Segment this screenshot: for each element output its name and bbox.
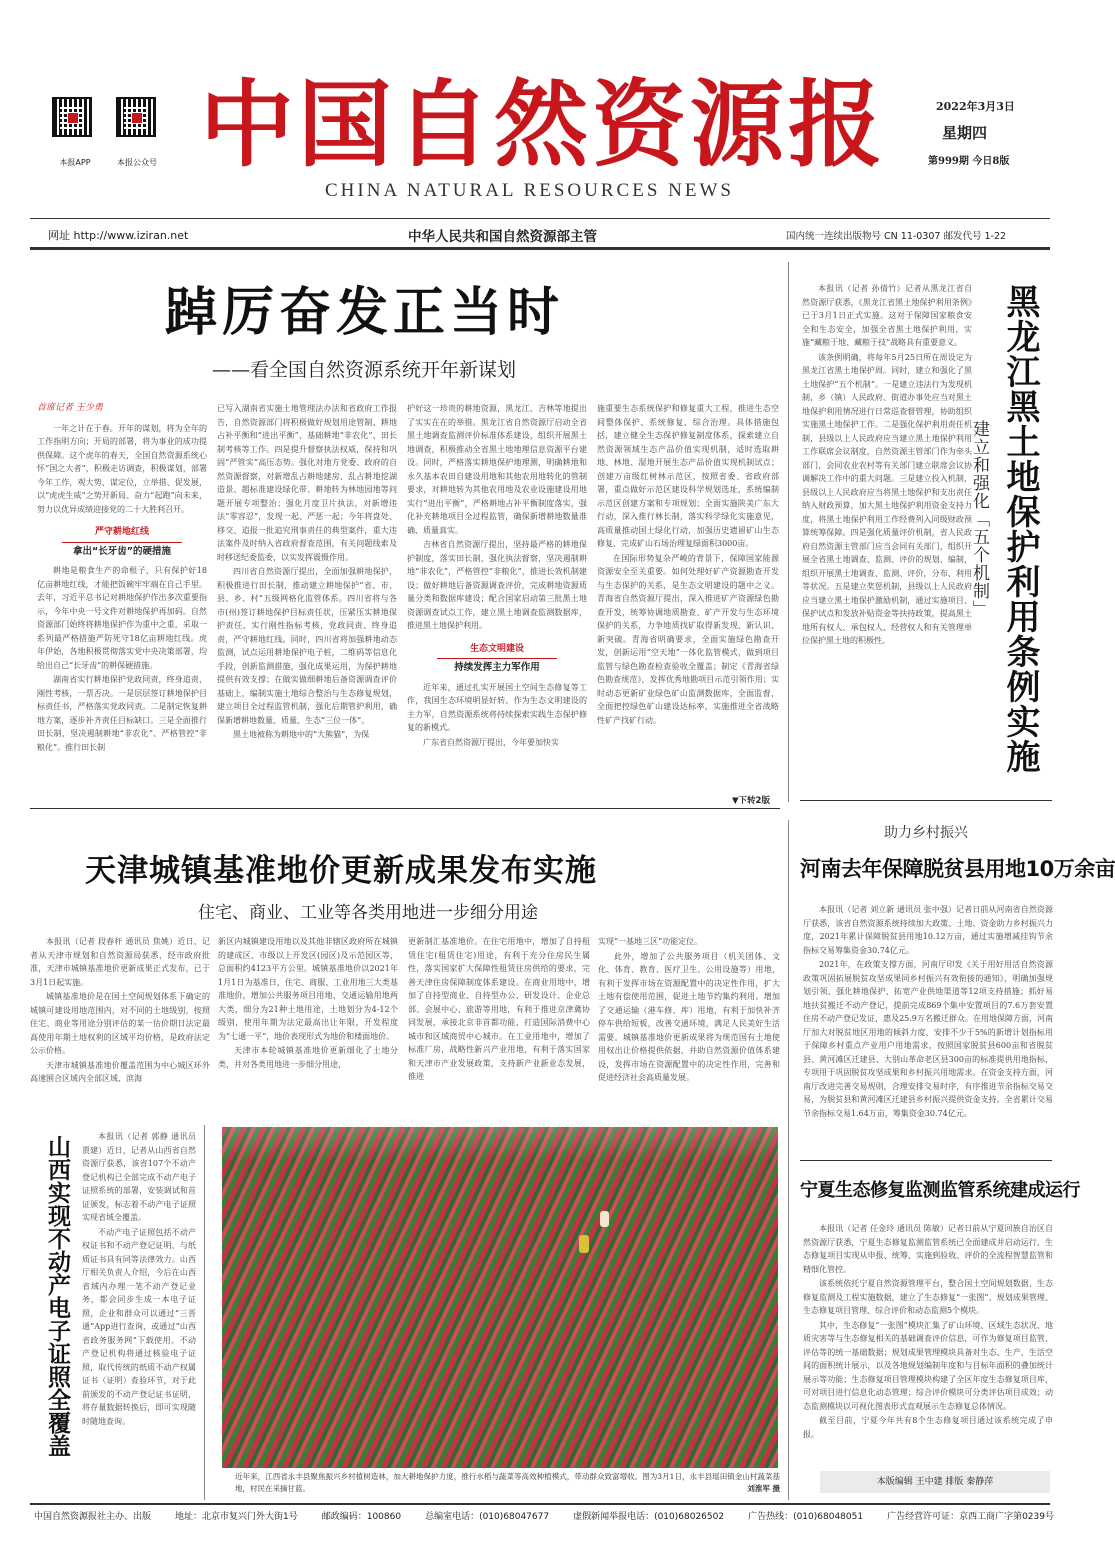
tianjin-column-2: 新区内城镇建设用地以及其他非辖区政府所在城镇的建成区、市级以上开发区(园区)及示范园区等，总面积约4123平方公里。城镇基准地价以2021年1月1日为基准日，住宅、商服、工业用地三大类基准地价，增加公共服务项目用地、交通运输用地两大类，细分为21种土地用途，土地划分为4-12个级别，使用年期为法定最高出让年限，开发程度为“七通一平”，地价表现形式为地价和楼面地价。 天津市本轮城镇基准地价更新细化了土地分类，并对各类用地进一步细分用途，	[218, 937, 398, 1069]
henan-kicker: 助力乡村振兴	[884, 825, 968, 841]
qr-code-account-icon	[116, 97, 156, 137]
lead-subhead-label-2: 生态文明建设	[469, 643, 524, 654]
shanxi-headline: 山西实现不动产电子证照全覆盖	[44, 1135, 70, 1457]
tianjin-column-3: 更新制汇基准地价。在住宅用地中，增加了自持租赁住宅(租赁住宅)用途，有利于充分住房民生属性，落实国家扩大保障性租赁住房供给的要求，完善天津住房保障制度体系建设。在商业用地中，增加了自持型商业、自持型办公、研发设计、企业总部、会展中心、旅游等用地，有利于推进京津冀协同发展，承接北京非首都功能、打造国际消费中心城市和区域商贸中心城市。在工业用地中，增加了标准厂房，战略性新兴产业用地，有利于落实国家和天津市产业发展政策，支持新产业新业态发展，推进	[408, 937, 590, 1081]
henan-headline: 河南去年保障脱贫县用地10万余亩	[800, 857, 1115, 881]
shanxi-body: 本报讯（记者 郭静 通讯员 贾建）近日，记者从山西省自然资源厅获悉，该省107个不动产登记机构已全部完成不动产电子证照系统的部署，安装调试和首证颁发，标志着不动产电子证照实现省域全覆盖。 不动产电子证照包括不动产权证书和不动产登记证明，与纸质证书具有同等法律效力。山西厅相关负责人介绍，今后在山西省域内办理一笔不动产登记业务，都会同步生成一本电子证照，企业和群众可以通过“三晋通”App进行查询，或通过“山西省政务服务网”下载使用。不动产登记机构将通过核验电子证照，取代传统的纸质不动产权属证书（证明）查验环节，对于此前颁发的不动产登记证书证明，将存量数据转换后，即可实现随时随地查询。	[82, 1132, 196, 1426]
footer-ad-license: 广告经营许可证：京西工商广字第0239号	[887, 1512, 1054, 1522]
jump-to-page-2[interactable]: ▼下转2版	[732, 796, 770, 806]
lead-subtitle: ——看全国自然资源系统开年新谋划	[212, 359, 517, 381]
tianjin-headline: 天津城镇基准地价更新成果发布实施	[85, 853, 597, 889]
qr-code-app-icon	[52, 97, 92, 137]
footer-ad-phone: 广告热线：(010)68048051	[748, 1512, 864, 1522]
henan-body: 本报讯（记者 刘立新 通讯员 张中强）记者日前从河南省自然资源厅获悉，该省自然资源系统持续加大政策、土地、资金助力乡村振兴力度，2021年累计保障脱贫县用地10.12万亩，通过实施增减挂钩节余指标交易筹集资金30.74亿元。 2021年，在政策支撑方面，河南厅印发《关于用好用活自然资源政策巩固拓展脱贫攻坚成果同乡村振兴有效衔接的通知》，明确加强规划引领、强化耕地保护、拓宽产业供地渠道等12项支持措施；抓好易地扶贫搬迁不动产登记，提前完成869个集中安置项目的7.6万套安置住房不动产登记发证，惠及25.9万名搬迁群众。在用地保障方面，河南厅加大对脱贫地区用地的倾斜力度，安排不少于5%的新增计划指标用于保障乡村重点产业用户用地需求，按照国家脱贫县600亩和省脱贫县、黄河滩区迁建县、大别山革命老区县300亩的标准提供用地指标，专项用于巩固脱贫攻坚成果和乡村振兴用地需求。在资金支持方面，河南厅改进完善交易规则，合理安排交易时序，有序推进节余指标交易交易，为脱贫县和黄河滩区迁建县乡村振兴提供资金支持。全省累计交易节余指标交易1.64万亩，筹集资金30.74亿元。	[803, 905, 1053, 1118]
heilongjiang-subtitle: 建立和强化「五个机制」	[969, 420, 989, 618]
photo-credit: 刘淮军 摄	[747, 1484, 780, 1493]
masthead-english: CHINA NATURAL RESOURCES NEWS	[325, 180, 734, 201]
footer-address: 地址：北京市复兴门外大街1号	[175, 1512, 298, 1522]
qr-app-label: 本报APP	[59, 158, 91, 167]
footer-editor-phone: 总编室电话：(010)68047677	[425, 1512, 550, 1522]
footer-publisher: 中国自然资源报社主办、出版	[34, 1512, 152, 1522]
farmer-figure-icon	[579, 1235, 589, 1253]
issue-number: 第999期 今日8版	[928, 156, 1010, 167]
lead-subhead-label-1: 严守耕地红线	[94, 527, 149, 537]
masthead-title: 中国自然资源报	[200, 70, 887, 180]
farm-photo	[222, 1127, 778, 1468]
heilongjiang-body: 本报讯（记者 孙倩竹）记者从黑龙江省自然资源厅获悉，《黑龙江省黑土地保护利用条例》已于3月1日正式实施。这对于保障国家粮食安全和生态安全，加强全省黑土地保护利用，实施“藏粮于地、藏粮于技”战略具有重要意义。 该条例明确，将每年5月25日所在周设定为黑龙江省黑土地保护周。同时，建立和强化了黑土地保护“五个机制”。一是建立违法行为发现机制，乡（镇）人民政府、街道办事处应当对黑土地保护利用情况进行日常巡查督管理，协助组织实施黑土地保护工作。二是强化保护利用责任机制，县级以上人民政府应当建立黑土地保护利用工作联席会议制度，自然资源主管部门作为牵头部门，会同农业农村等有关部门建立联席会议协调解决工作中的重大问题。三是建立投入机制，县级以上人民政府应当将黑土地保护和支出责任纳入财政预算，加大黑土地保护利用资金支持力度，将黑土地保护利用工作经费列入同级财政预算统筹保障。四是强化质量评价机制，省人民政府自然资源主管部门应当会同有关部门，组织开展全省黑土地调查、监测、评价的规划、编制，组织开展黑土地调查、监测、评价，分布、利用等状况。五是建立奖惩机制，县级以上人民政府应当建立黑土地保护激励机制，通过实施项目、保护试点和发放补贴资金等扶持政策，提高黑土地所有权人、承包权人、经营权人和有关管理单位保护黑土地的积极性。	[802, 284, 972, 645]
lead-column-3: 护好这一珍贵的耕地资源，黑龙江、吉林等地提出了实实在在的举措。黑龙江省自然资源厅启动全省黑土地调查监测评价标准体系建设，组织开展黑土地调查，积极推动全省黑土地地理信息资源平台建设。同时，严格落实耕地保护地理测，明确耕地和永久基本农田自建设用地和其他农用地转化的管制要求，对耕地转为其他农用地及农业设施建设用地实行“进出平衡”，严格耕地占补平衡制度落实，强化补充耕地项目全过程监管，确保新增耕地数量准确、质量真实。 吉林省自然资源厅提出，坚持最严格的耕地保护制度，落实田长制，强化执法督察，坚决遏制耕地“非农化”，严格管控“非粮化”，推进长效机制建设；做好耕地后备资源调查评价，完成耕地资源质量分类和数据库建设；配合国家启动第三批黑土地资源调查试点工作，建立黑土地调查监测数据库，推进黑土地保护利用。 生态文明建设 持续发挥主力军作用 近年来，通过扎实开展国土空间生态修复等工作，我国生态环境明显好转。作为生态文明建设的主力军，自然资源系统将持续探索实践生态保护修复的新模式。 广东省自然资源厅提出，今年要加快实	[407, 404, 587, 747]
tianjin-subtitle: 住宅、商业、工业等各类用地进一步细分用途	[198, 903, 538, 923]
heilongjiang-headline: 黑龙江黑土地保护利用条例实施	[1000, 284, 1040, 774]
website[interactable]: 网址 http://www.iziran.net	[48, 229, 189, 242]
qr-account-label: 本报公众号	[117, 158, 157, 167]
lead-column-1: 首席记者 王少勇 一年之计在于春。开年的谋划，将为全年的工作指明方向；开局的部署，将为事业的成功提供保障。这个虎年的春天，全国自然资源系统心怀“国之大者”，积极走访调查，积极谋划，部署今年工作，观大势、谋定位，立举措、促发展，以“虎虎生威”之势开新局、奋力“起跑”向未来，努力以优异成绩迎接党的二十大胜利召开。 严守耕地红线 拿出“长牙齿”的硬措施 耕地是粮食生产的命根子，只有保护好18亿亩耕地红线，才能把饭碗牢牢端在自己手里。去年，习近平总书记对耕地保护作出多次重要指示，今年中央一号文件对耕地保护再加码。自然资源部门始终将耕地保护作为重中之重，采取一系列最严格措施严防死守18亿亩耕地红线。虎年伊始，各地积极贯彻落实党中央决策部署，均给出自己“长牙齿”的耕保硬措施。 湖南省实行耕地保护党政同责，终身追责，刚性考核，一票否决。一是层层签订耕地保护目标责任书，严格落实党政同责。二是制定恢复耕地方案，逐步补齐责任目标缺口。三是全面推行田长制，坚决遏制耕地“非农化”、严格管控“非粮化”。推行田长制	[37, 403, 207, 752]
issue-weekday: 星期四	[942, 124, 988, 142]
lead-column-4: 施重要生态系统保护和修复重大工程，推进生态空间整体保护、系统修复、综合治理。具体措施包括，建立健全生态保护修复制度体系，探索建立自然资源领域生态产品价值实现机制，适时选取耕地、林地、湿地开展生态产品价值实现机制试点；创建万亩级红树林示范区，按照省委、省政府部署，重点做好示范区建设科学规划选址，系统编制示范区创建方案和专项规划；全面实施陕美广东大行动，深入推行林长制，落实科学绿化实施意见，高质量推动国土绿化行动，加强历史遗留矿山生态修复，完成矿山石场治理复绿面积3000亩。 在国际形势复杂严峻的背景下，保障国家能源资源安全至关重要。如何处理好矿产资源勘查开发与生态保护的关系，是生态文明建设的题中之义。青海省自然资源厅提出，深入推进矿产资源绿色勘查开发，统筹协调地质勘查、矿产开发与生态环境保护的关系，力争地质找矿取得新发现、新认识、新突破。青海省明确要求，全面实施绿色勘查开发，创新运用“空天地”一体化监管模式，做到项目监管与绿色勘查检查验收全覆盖；制定《青海省绿色勘查规范》，发挥优秀地勘项目示范引领作用；实时动态更新矿业绿色矿山监测数据库，全面监督，全面把控绿色矿山建设达标率，实施推进全省战略性矿产找矿行动。	[597, 404, 779, 725]
footer	[34, 1509, 1054, 1522]
sponsor: 中华人民共和国自然资源部主管	[408, 229, 597, 245]
farmer-figure-icon	[600, 1211, 609, 1227]
issue-date: 2022年3月3日	[936, 100, 1015, 113]
tianjin-column-1: 本报讯（记者 段春秆 通讯员 焦姚）近日，记者从天津市规划和自然资源局获悉，经市政府批准，天津市城镇基准地价更新成果正式发布，已于3月1日起实施。 城镇基准地价是在国土空间规划体系下确定的城镇可建设用地范围内，对不同的土地级别，按照住宅、商业等用途分别评估的某一估价期日法定最高使用年期土地权利的区域平均价格，是政府法定公示价格。 天津市城镇基准地价覆盖范围为中心城区环外高速围合区域内全部区域、滨海	[30, 937, 210, 1083]
lead-subhead-title-1: 拿出“长牙齿”的硬措施	[73, 545, 171, 557]
ningxia-body: 本报讯（记者 任金玲 通讯员 陈敏）记者日前从宁夏回族自治区自然资源厅获悉，宁夏生态修复监测监管系统已全面建成并启动运行，生态修复项目实现从申报、统筹、实施到验收、评价的全流程智慧监管和精细化管控。 该系统依托宁夏自然资源管理平台，整合国土空间规划数据、生态修复监测及工程实施数据，建立了生态修复“一张图”、规划成果管理、生态修复项目管理、综合评价和动态监测5个模块。 其中，生态修复“一张图”模块汇集了矿山环境、区域生态状况、地质灾害等与生态修复相关的基础调查评价信息，可作为修复项目监管、评估等的统一基础数据；规划成果管理模块具备对生态、生产、生活空间的面积统计展示，以及各地规划编制年度和与目标年面积的叠加统计展示等功能；生态修复项目管理模块构建了全区年度生态修复项目库，可对项目进行信息化动态管理；综合评价模块可分类评估项目成效；动态监测模块以可视化图表形式直观展示生态修复总体情况。 截至目前，宁夏今年共有8个生态修复项目通过该系统完成了申报。	[803, 1224, 1053, 1439]
footer-postcode: 邮政编码：100860	[321, 1512, 402, 1522]
serial-number: 国内统一连续出版物号 CN 11-0307 邮发代号 1-22	[786, 231, 1007, 242]
photo-caption: 近年来，江西省永丰县聚焦振兴乡村植树造林，加大耕地保护力度，推行水稻与蔬菜等高效种植模式，带动群众致富增收。图为3月1日，永丰县瑶田镇金山村蔬菜基地，村民在采摘甘蓝。 刘淮军 摄	[235, 1472, 780, 1493]
lead-byline: 首席记者 王少勇	[37, 403, 103, 413]
ningxia-headline: 宁夏生态修复监测监管系统建成运行	[800, 1180, 1080, 1201]
footer-report-phone: 虚假新闻举报电话：(010)68026502	[573, 1512, 725, 1522]
lead-subhead-title-2: 持续发挥主力军作用	[454, 662, 540, 673]
edit-line: 本版编辑 王中建 排版 秦静萍	[820, 1471, 1050, 1493]
lead-headline: 踔厉奋发正当时	[165, 283, 565, 343]
tianjin-column-4: 实现“一基地三区”功能定位。 此外，增加了公共服务项目（机关团体、文化、体育、教育、医疗卫生、公用设施等）用地，有利于发挥市场在资源配置中的决定性作用，扩大土地有偿使用范围，促进土地节约集约利用。增加了交通运输（港车修、库）用地，有利于加快补齐停车供给短板，改善交通环境，满足人民美好生活需要。城镇基准地价更新成果将为规范国有土地使用权出让价格提供依据，并助自然资源价值体系建设，发挥市场在资源配置中的决定性作用，完善和促进经济社会高质量发展。	[598, 937, 780, 1082]
lead-column-2: 已写入湖南省实施土地管理法办法和省政府工作报告，自然资源部门将积极做好规划用途管制、耕地占补平衡和“进出平衡”、基础耕地“非农化”、田长制考核等工作。四是提升督察执法权威，保持和巩固“严管实”高压态势。强化对地方党委、政府的自然资源督察，对新增乱占耕地建房、乱占耕地挖湖造景、超标准建设绿化带、耕地转为林地园地等问题开展专项整治；强化月度卫片执法，对新增违法“零容忍”，发现一起、严惩一起；今年将盘处、移交、追报一批追究刑事责任的典型案件，重大违法案件及时纳入省政府督查范围，有关问题线索及时移送纪委监委，以实发挥震慑作用。 四川省自然资源厅提出，全面加强耕地保护，积极推进行田长制，推动建立耕地保护“省、市、县、乡、村”五级网格化监管体系。四川省将与各市(州)签订耕地保护目标责任状，压紧压实耕地保护责任，实行刚性指标考核，党政同责、终身追责，严守耕地红线。同时，四川省将加强耕地动态监测，试点运用耕地保护电子桩，二维码等信息化手段，创新监测措施，强化成果运用，为保护耕地提供有效支撑；在做实做细耕地后备资源调查评价基础上，编制实施土地综合整治与生态修复规划，建立项目全过程监管机制，强化后期管护利用，确保新增耕地数量、质量、生态“三位一体”。 黑土地被称为耕地中的“大熊猫”，为保	[217, 404, 397, 739]
